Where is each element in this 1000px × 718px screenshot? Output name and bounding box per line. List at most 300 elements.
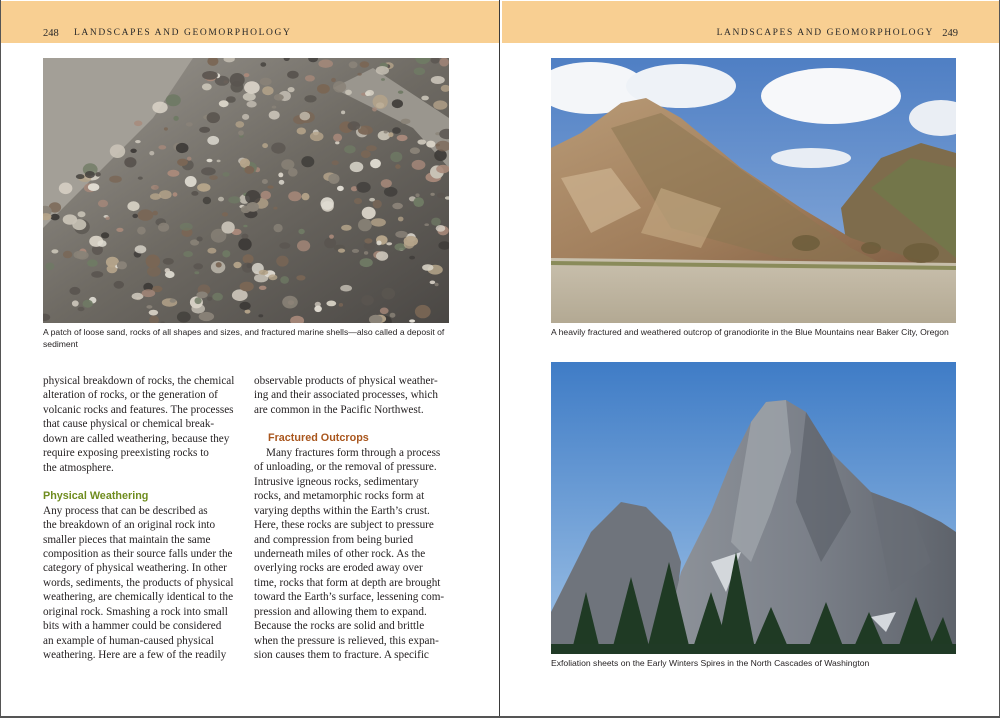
pebble — [207, 159, 213, 162]
pebble — [376, 251, 388, 261]
text-line: underneath miles of other rock. As the — [254, 547, 426, 560]
pebble — [417, 139, 426, 144]
pebble — [267, 185, 273, 188]
pebble — [185, 176, 197, 187]
pebble — [138, 177, 143, 180]
pebble — [260, 78, 272, 86]
pebble — [151, 185, 159, 190]
pebble — [124, 157, 136, 167]
pebble — [296, 275, 305, 280]
pebble — [392, 127, 401, 134]
pebble — [344, 145, 356, 153]
pebble — [243, 254, 254, 263]
pebble — [376, 241, 381, 246]
pebble — [350, 162, 364, 172]
pebble — [209, 175, 218, 180]
pebble — [177, 159, 188, 166]
pebble — [262, 86, 273, 95]
text-line: the breakdown of an original rock into — [43, 519, 216, 532]
text-line: bits with a hammer could be considered — [43, 620, 222, 633]
pebble — [193, 263, 203, 269]
granodiorite-outcrop-illustration — [551, 58, 956, 323]
pebble — [196, 292, 207, 299]
pebble — [240, 302, 251, 310]
pebble — [170, 299, 176, 303]
pebble — [333, 81, 346, 92]
pebble — [288, 168, 298, 177]
pebble — [245, 310, 251, 314]
pebble — [409, 256, 415, 260]
pebble — [288, 191, 301, 201]
pebble — [147, 266, 161, 277]
pebble — [78, 211, 86, 217]
pebble — [437, 193, 445, 198]
pebble — [280, 276, 289, 284]
sediment-photo-illustration — [43, 58, 449, 323]
text-line: Intrusive igneous rocks, sedimentary — [254, 475, 419, 488]
pebble — [202, 83, 212, 90]
text-line: down are called weathering, because they — [43, 432, 230, 445]
pebble — [361, 150, 371, 158]
pebble — [262, 179, 268, 184]
pebble — [282, 296, 298, 309]
pebble — [219, 100, 229, 107]
paragraph — [254, 446, 454, 663]
pebble — [288, 87, 295, 92]
pebble — [279, 180, 285, 185]
pebble — [222, 212, 228, 216]
pebble — [297, 128, 306, 135]
pebble — [142, 289, 156, 297]
text-line: when the pressure is relieved, this expan- — [254, 634, 439, 647]
text-line: observable products of physical weather- — [254, 375, 438, 387]
pebble — [337, 186, 344, 191]
pebble — [202, 71, 218, 80]
caption-line: sediment — [43, 339, 78, 349]
pebble — [326, 301, 336, 307]
pebble — [397, 135, 408, 141]
pebble — [149, 310, 158, 316]
pebble — [242, 263, 253, 273]
pebble — [349, 61, 358, 68]
pebble — [238, 130, 244, 135]
pebble — [430, 193, 434, 196]
pebble — [426, 141, 435, 148]
early-winters-spires-illustration — [551, 362, 956, 654]
text-line: words, sediments, the products of physical — [43, 576, 234, 589]
pebble — [77, 251, 89, 260]
pebble — [130, 149, 136, 153]
pebble — [430, 281, 436, 285]
pebble — [332, 160, 339, 165]
text-line: that cause physical or chemical break- — [43, 418, 215, 431]
paragraph — [43, 374, 243, 475]
pebble — [173, 116, 178, 121]
pebble — [372, 107, 377, 111]
pebble — [436, 225, 446, 232]
pebble — [87, 259, 98, 266]
pebble — [242, 114, 249, 120]
pebble — [218, 197, 224, 202]
pebble — [138, 209, 154, 220]
pebble — [435, 144, 440, 147]
pebble — [207, 248, 216, 254]
exfoliation-photo-caption — [551, 657, 971, 669]
body-column-2 — [254, 374, 454, 663]
pebble — [404, 240, 415, 248]
pebble — [415, 305, 431, 318]
pebble — [300, 112, 311, 121]
pebble — [376, 66, 389, 75]
pebble — [360, 258, 373, 267]
pebble — [152, 102, 167, 114]
pebble — [233, 262, 241, 268]
pebble — [158, 145, 166, 149]
text-line: pression and allowing them to expand. — [254, 605, 427, 618]
pebble — [163, 258, 174, 265]
pebble — [177, 312, 191, 323]
pebble — [305, 75, 315, 81]
pebble — [203, 197, 211, 204]
pebble — [373, 200, 382, 209]
pebble — [259, 270, 269, 275]
pebble — [298, 229, 304, 234]
pebble — [110, 144, 125, 158]
text-line: time, rocks that form at depth are brought — [254, 576, 441, 589]
pebble — [431, 76, 445, 84]
text-line: Here, these rocks are subject to pressure — [254, 519, 434, 532]
pebble — [421, 96, 429, 101]
pebble — [362, 207, 376, 219]
pebble — [149, 151, 154, 155]
pebble — [310, 132, 324, 141]
pebble — [95, 172, 101, 177]
pebble — [241, 234, 248, 239]
pebble — [410, 147, 420, 154]
pebble — [207, 112, 220, 123]
early-winters-spires-photo — [551, 362, 956, 654]
pebble — [409, 319, 415, 322]
pebble — [243, 225, 247, 228]
pebble — [339, 303, 343, 307]
pebble — [439, 58, 449, 67]
pebble — [271, 143, 285, 154]
pebble — [422, 264, 433, 271]
pebble — [412, 160, 426, 170]
pebble — [431, 218, 441, 226]
pebble — [217, 160, 221, 163]
pebble — [201, 167, 216, 175]
pebble — [335, 141, 339, 144]
text-line: overlying rocks are eroded away over — [254, 562, 423, 575]
pebble — [97, 240, 106, 247]
pebble — [199, 312, 214, 321]
pebble — [137, 227, 146, 235]
pebble — [194, 271, 199, 274]
pebble — [274, 94, 284, 101]
running-head: LANDSCAPES AND GEOMORPHOLOGY — [716, 28, 934, 38]
text-line: Because the rocks are solid and brittle — [254, 620, 425, 633]
pebble — [114, 281, 124, 289]
pebble — [341, 111, 345, 115]
pebble — [401, 119, 411, 124]
section-heading: Fractured Outcrops — [268, 432, 369, 445]
pebble — [382, 288, 396, 300]
pebble — [435, 283, 439, 287]
pebble — [329, 235, 334, 239]
pebble — [386, 242, 392, 245]
pebble — [207, 136, 219, 145]
pebble — [366, 90, 374, 96]
text-line: alteration of rocks, or the generation of — [43, 389, 218, 402]
text-line: weathering. Here are a few of the readily — [43, 649, 227, 662]
pebble — [380, 308, 389, 315]
text-line: an example of human-caused physical — [43, 634, 214, 647]
pebble — [273, 207, 277, 210]
text-line: Any process that can be described as — [43, 504, 208, 517]
caption-line: Exfoliation sheets on the Early Winters Spires in the North Cascades of Washington — [551, 658, 870, 668]
pebble — [199, 127, 210, 133]
pebble — [59, 183, 73, 195]
pebble — [348, 121, 361, 130]
pebble — [356, 182, 370, 193]
page-number: 248 — [43, 28, 59, 39]
body-column-1 — [43, 374, 243, 663]
pebble — [116, 228, 123, 232]
pebble — [247, 202, 259, 212]
pebble — [278, 173, 283, 178]
text-line: varying depths within the Earth’s crust. — [254, 504, 430, 517]
pebble — [228, 196, 240, 203]
pebble — [222, 250, 230, 257]
pebble — [159, 190, 172, 199]
pebble — [297, 240, 310, 251]
text-line: rocks, and metamorphic rocks form at — [254, 490, 425, 503]
pebble — [328, 174, 339, 184]
pebble — [274, 224, 283, 232]
pebble — [63, 214, 77, 224]
text-line: sion causes them to fracture. A specific — [254, 649, 429, 662]
pebble — [186, 122, 193, 126]
pebble — [244, 73, 250, 77]
pebble — [63, 251, 72, 258]
pebble — [176, 143, 189, 153]
pebble — [51, 249, 58, 253]
pebble — [276, 256, 288, 267]
pebble — [392, 203, 403, 209]
pebble — [207, 297, 213, 301]
pebble — [358, 219, 372, 232]
pebble — [304, 95, 316, 102]
pebble — [333, 134, 342, 142]
pebble — [318, 60, 333, 68]
pebble — [301, 156, 314, 167]
text-line: require exposing preexisting rocks to — [43, 447, 209, 460]
pebble — [317, 84, 330, 94]
pebble — [72, 300, 79, 306]
pebble — [85, 171, 95, 178]
pebble — [216, 262, 222, 267]
pebble — [279, 242, 290, 248]
text-line: composition as their source falls under the — [43, 547, 233, 560]
pebble — [398, 91, 403, 94]
pebble — [135, 140, 141, 143]
paragraph — [254, 374, 454, 417]
pebble — [381, 78, 385, 81]
pebble — [302, 193, 310, 200]
pebble — [69, 287, 80, 295]
pebble — [287, 71, 299, 79]
pebble — [395, 231, 407, 238]
pebble — [272, 106, 277, 109]
pebble — [398, 217, 404, 222]
pebble — [414, 68, 425, 76]
pebble — [212, 293, 223, 301]
pebble — [135, 245, 147, 253]
pebble — [132, 214, 138, 218]
caption-line: A heavily fractured and weathered outcrop of granodiorite in the Blue Mountains near Baker City, Oregon — [551, 327, 949, 337]
pebble — [360, 61, 370, 67]
pebble — [197, 237, 203, 242]
pebble — [187, 157, 192, 161]
text-line: and compression from being buried — [254, 533, 414, 546]
pebble — [357, 73, 361, 76]
pebble — [244, 166, 254, 174]
section-heading: Physical Weathering — [43, 490, 149, 503]
text-line: physical breakdown of rocks, the chemical — [43, 375, 235, 387]
pebble — [269, 111, 280, 120]
pebble — [373, 95, 388, 109]
pebble — [76, 174, 85, 179]
pebble — [183, 251, 193, 257]
pebble — [127, 201, 139, 211]
sediment-photo — [43, 58, 449, 323]
pebble — [238, 238, 251, 250]
paragraph — [43, 504, 243, 663]
pebble — [433, 100, 447, 109]
pebble — [415, 193, 419, 197]
pebble — [222, 172, 229, 177]
pebble — [101, 232, 109, 238]
right-page — [500, 0, 1000, 718]
pebble — [231, 81, 244, 92]
text-line: ing and their associated processes, which — [254, 389, 438, 402]
pebble — [167, 170, 179, 177]
pebble — [146, 305, 152, 309]
text-line: weathering, are chemically identical to the — [43, 591, 234, 604]
pebble — [370, 159, 381, 168]
pebble — [388, 132, 393, 137]
pebble — [392, 99, 403, 108]
text-line: category of physical weathering. In other — [43, 562, 227, 575]
pebble — [78, 307, 85, 311]
pebble — [340, 285, 352, 292]
text-line: original rock. Smashing a rock into small — [43, 605, 228, 618]
pebble — [221, 221, 234, 233]
pebble — [262, 143, 268, 148]
pebble — [146, 255, 160, 268]
text-line: volcanic rocks and features. The processes — [43, 403, 234, 416]
pebble — [381, 179, 392, 188]
pebble — [341, 225, 352, 231]
pebble — [371, 218, 386, 226]
pebble — [98, 200, 108, 207]
granodiorite-photo-caption — [551, 326, 971, 338]
sediment-photo-caption — [43, 326, 463, 350]
pebble — [105, 217, 109, 220]
pebble — [384, 187, 398, 197]
pebble — [424, 223, 429, 226]
pebble — [395, 164, 400, 169]
pebble — [45, 263, 54, 271]
pebble — [314, 306, 322, 313]
page-number: 249 — [942, 28, 958, 39]
pebble — [50, 214, 59, 221]
pebble — [261, 191, 271, 200]
pebble — [83, 300, 93, 308]
pebble — [91, 271, 103, 278]
pebble — [180, 223, 193, 231]
pebble — [384, 131, 388, 134]
pebble — [240, 282, 254, 292]
pebble — [117, 261, 127, 269]
pebble — [173, 192, 178, 196]
pebble — [338, 249, 345, 253]
running-head: LANDSCAPES AND GEOMORPHOLOGY — [74, 28, 292, 38]
pebble — [260, 62, 266, 67]
pebble — [88, 183, 99, 191]
pebble — [390, 152, 402, 162]
pebble — [191, 191, 198, 196]
pebble — [364, 238, 372, 243]
pebble — [268, 274, 277, 280]
pebble — [321, 197, 334, 210]
pebble — [361, 295, 374, 306]
page-border-left — [0, 0, 1, 718]
pebble — [364, 251, 368, 255]
text-line: smaller pieces that maintain the same — [43, 533, 211, 546]
granodiorite-outcrop-photo — [551, 58, 956, 323]
pebble — [247, 101, 257, 108]
pebble — [331, 78, 336, 82]
text-line: toward the Earth’s surface, lessening com- — [254, 591, 445, 604]
pebble — [164, 127, 168, 130]
pebble — [134, 121, 142, 127]
pebble — [243, 93, 256, 101]
text-line: the atmosphere. — [43, 461, 114, 474]
pebble — [165, 268, 170, 273]
pebble — [132, 293, 144, 300]
text-line: of unloading, or the removal of pressure. — [254, 461, 437, 474]
pebble — [259, 286, 267, 290]
text-line: are common in the Pacific Northwest. — [254, 403, 424, 416]
pebble — [390, 313, 396, 318]
pebble — [158, 223, 169, 232]
pebble — [235, 121, 244, 128]
pebble — [258, 314, 263, 317]
pebble — [413, 197, 424, 207]
pebble — [109, 176, 122, 183]
pebble — [366, 145, 377, 151]
pebble — [352, 249, 359, 253]
pebble — [354, 198, 362, 204]
pebble — [244, 81, 260, 94]
pebble — [345, 90, 352, 95]
caption-line: A patch of loose sand, rocks of all shapes and sizes, and fractured marine shells—also called a deposit of — [43, 327, 445, 337]
text-line: Many fractures form through a process — [266, 446, 441, 459]
pebble — [197, 183, 210, 191]
pebble — [195, 297, 202, 304]
